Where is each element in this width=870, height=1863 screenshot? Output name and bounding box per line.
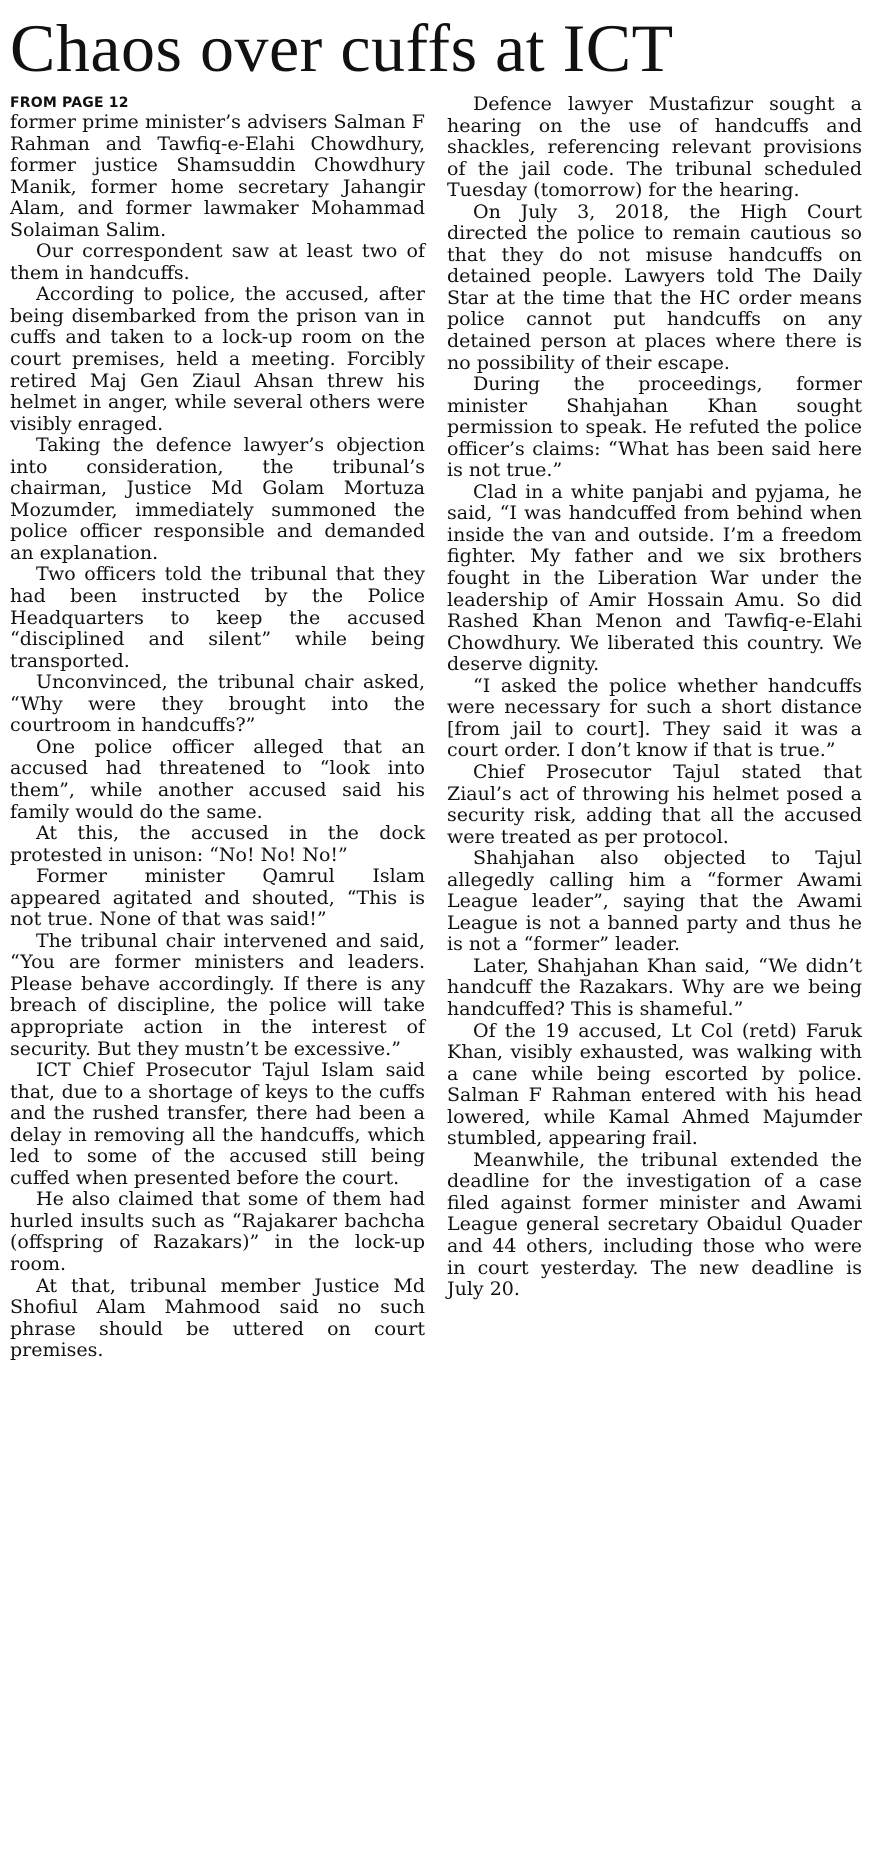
paragraph: He also claimed that some of them had hurled insults such as “Rajakarer bachcha (offspring of Razakars)” in the lock-up room.	[10, 1188, 425, 1275]
left-column	[10, 94, 425, 1362]
paragraph: Unconvinced, the tribunal chair asked, “Why were they brought into the courtroom in handcuffs?”	[10, 671, 425, 737]
paragraph: At that, tribunal member Justice Md Shofiul Alam Mahmood said no such phrase should be uttered on court premises.	[10, 1274, 425, 1362]
paragraph: ICT Chief Prosecutor Tajul Islam said that, due to a shortage of keys to the cuffs and the rushed transfer, there had been a delay in removing all the handcuffs, which led to some of the accused still being cuffed when presented before the court.	[10, 1059, 425, 1189]
paragraph: Shahjahan also objected to Tajul allegedly calling him a “former Awami League leader”, saying that the Awami League is not a banned party and thus he is not a “former” leader.	[447, 847, 862, 956]
paragraph: According to police, the accused, after being disembarked from the prison van in cuffs and taken to a lock-up room on the court premises, held a meeting. Forcibly retired Maj Gen Ziaul Ahsan threw his helmet in anger, while several others were visibly enraged.	[10, 283, 425, 435]
paragraph: Taking the defence lawyer’s objection into consideration, the tribunal’s chairman, Justice Md Golam Mortuza Mozumder, immediately summoned the police officer responsible and demanded an explanation.	[10, 434, 425, 564]
paragraph: Chief Prosecutor Tajul stated that Ziaul’s act of throwing his helmet posed a security risk, adding that all the accused were treated as per protocol.	[447, 760, 862, 848]
paragraph: Defence lawyer Mustafizur sought a hearing on the use of handcuffs and shackles, referencing relevant provisions of the jail code. The tribunal scheduled Tuesday (tomorrow) for the hearing.	[447, 93, 862, 202]
paragraph: One police officer alleged that an accused had threatened to “look into them”, while another accused said his family would do the same.	[10, 735, 425, 823]
paragraph: Later, Shahjahan Khan said, “We didn’t handcuff the Razakars. Why are we being handcuffed? This is shameful.”	[447, 954, 862, 1020]
paragraph: The tribunal chair intervened and said, “You are former ministers and leaders. Please behave accordingly. If there is any breach of discipline, the police will take appropriate action in the interest of security. But they mustn’t be excessive.”	[10, 929, 425, 1060]
paragraph: At this, the accused in the dock protested in unison: “No! No! No!”	[10, 822, 425, 866]
paragraph: Clad in a white panjabi and pyjama, he said, “I was handcuffed from behind when inside the van and outside. I’m a freedom fighter. My father and we six brothers fought in the Liberation War under the leadership of Amir Hossain Amu. So did Rashed Khan Menon and Tawfiq-e-Elahi Chowdhury. We liberated this country. We deserve dignity.	[447, 480, 862, 676]
paragraph: Meanwhile, the tribunal extended the deadline for the investigation of a case filed against former minister and Awami League general secretary Obaidul Quader and 44 others, including those who were in court yesterday. The new deadline is July 20.	[447, 1148, 862, 1301]
paragraph: Former minister Qamrul Islam appeared agitated and shouted, “This is not true. None of that was said!”	[10, 865, 425, 931]
paragraph: Our correspondent saw at least two of them in handcuffs.	[10, 240, 425, 284]
paragraph: “I asked the police whether handcuffs were necessary for such a short distance [from jail to court]. They said it was a court order. I don’t know if that is true.”	[447, 674, 862, 762]
article-columns	[10, 94, 862, 1362]
paragraph: During the proceedings, former minister Shahjahan Khan sought permission to speak. He refuted the police officer’s claims: “What has been said here is not true.”	[447, 373, 862, 482]
continued-from-label: FROM PAGE 12	[10, 95, 129, 111]
headline: Chaos over cuffs at ICT	[10, 10, 674, 86]
paragraph: Two officers told the tribunal that they had been instructed by the Police Headquarters to keep the accused “disciplined and silent” while being transported.	[10, 563, 425, 672]
paragraph: On July 3, 2018, the High Court directed the police to remain cautious so that they do not misuse handcuffs on detained people. Lawyers told The Daily Star at the time that the HC order means police cannot put handcuffs on any detained person at places where there is no possibility of their escape.	[447, 200, 862, 374]
paragraph: Of the 19 accused, Lt Col (retd) Faruk Khan, visibly exhausted, was walking with a cane while being escorted by police. Salman F Rahman entered with his head lowered, while Kamal Ahmed Majumder stumbled, appearing frail.	[447, 1019, 862, 1150]
right-column	[447, 94, 862, 1362]
paragraph: former prime minister’s advisers Salman F Rahman and Tawfiq-e-Elahi Chowdhury, former justice Shamsuddin Chowdhury Manik, former home secretary Jahangir Alam, and former lawmaker Mohammad Solaiman Salim.	[10, 111, 425, 241]
